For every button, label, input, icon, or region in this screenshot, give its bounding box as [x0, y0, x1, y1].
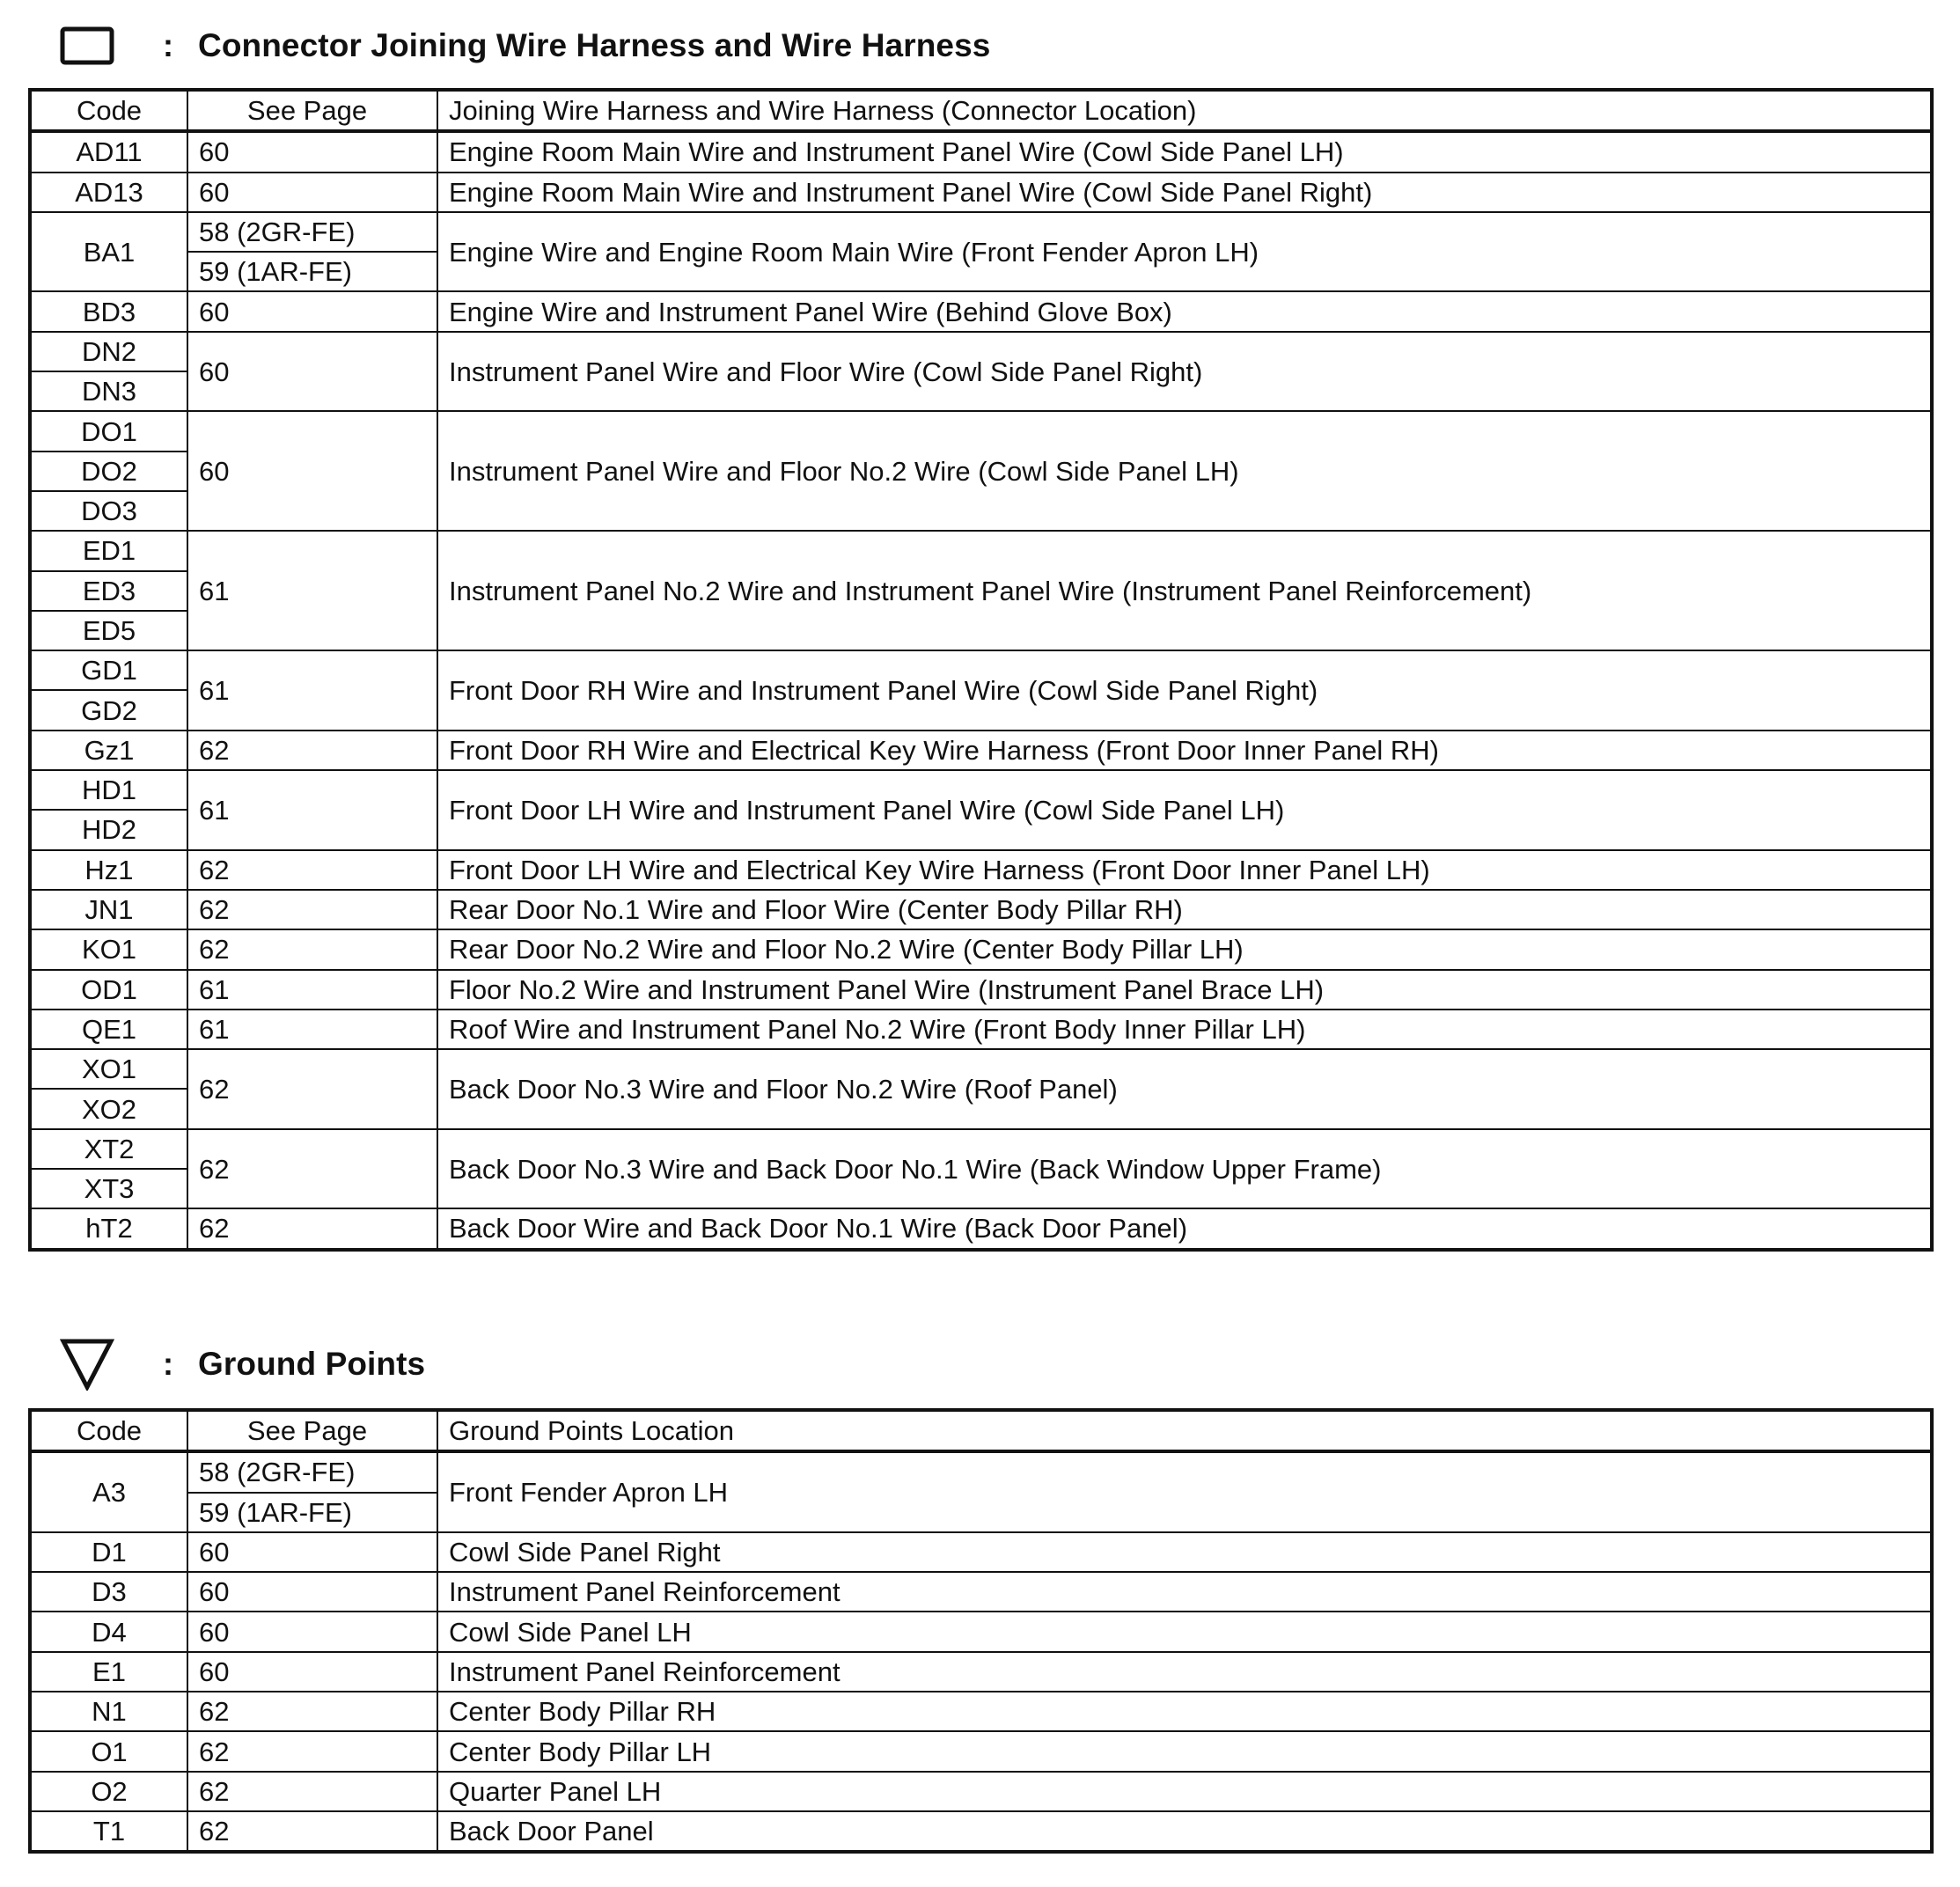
- col-header-see-page: See Page: [187, 1410, 437, 1451]
- table-row: [30, 650, 1932, 690]
- code-cell: KO1: [30, 929, 187, 969]
- code-cell: AD13: [30, 173, 187, 212]
- table-row: [30, 1652, 1932, 1692]
- see-page-cell: 60: [187, 332, 437, 412]
- location-description-cell: Front Door LH Wire and Electrical Key Wire Harness (Front Door Inner Panel LH): [437, 850, 1932, 890]
- see-page-cell: 62: [187, 1208, 437, 1249]
- see-page-cell: 59 (1AR-FE): [187, 252, 437, 291]
- see-page-cell: 62: [187, 1772, 437, 1811]
- see-page-cell: 61: [187, 531, 437, 650]
- location-description-cell: Floor No.2 Wire and Instrument Panel Wire (Instrument Panel Brace LH): [437, 970, 1932, 1010]
- connector-section-heading: [60, 19, 990, 72]
- see-page-cell: 60: [187, 1572, 437, 1612]
- code-cell: O1: [30, 1731, 187, 1771]
- code-cell: DN3: [30, 371, 187, 411]
- col-header-code: Code: [30, 1410, 187, 1451]
- table-row: [30, 970, 1932, 1010]
- location-description-cell: Back Door No.3 Wire and Floor No.2 Wire (Roof Panel): [437, 1049, 1932, 1129]
- code-cell: OD1: [30, 970, 187, 1010]
- ground-table-header-row: [30, 1410, 1932, 1451]
- table-row: [30, 1208, 1932, 1249]
- table-row: [30, 850, 1932, 890]
- code-cell: DN2: [30, 332, 187, 371]
- connector-heading-colon: :: [163, 27, 173, 63]
- code-cell: JN1: [30, 890, 187, 929]
- table-row: [30, 1772, 1932, 1811]
- code-cell: XO2: [30, 1089, 187, 1128]
- code-cell: A3: [30, 1451, 187, 1532]
- table-row: [30, 731, 1932, 770]
- see-page-cell: 62: [187, 929, 437, 969]
- see-page-cell: 59 (1AR-FE): [187, 1493, 437, 1532]
- table-row: [30, 1532, 1932, 1572]
- see-page-cell: 61: [187, 970, 437, 1010]
- location-description-cell: Back Door Panel: [437, 1811, 1932, 1852]
- location-description-cell: Instrument Panel Reinforcement: [437, 1572, 1932, 1612]
- table-row: [30, 1731, 1932, 1771]
- table-row: [30, 212, 1932, 252]
- code-cell: N1: [30, 1692, 187, 1731]
- connector-table: [28, 88, 1934, 1252]
- code-cell: O2: [30, 1772, 187, 1811]
- col-header-see-page: See Page: [187, 90, 437, 131]
- location-description-cell: Front Door RH Wire and Electrical Key Wire Harness (Front Door Inner Panel RH): [437, 731, 1932, 770]
- location-description-cell: Back Door No.3 Wire and Back Door No.1 Wire (Back Window Upper Frame): [437, 1129, 1932, 1209]
- code-cell: DO1: [30, 411, 187, 451]
- code-cell: GD1: [30, 650, 187, 690]
- location-description-cell: Front Fender Apron LH: [437, 1451, 1932, 1532]
- code-cell: HD1: [30, 770, 187, 810]
- see-page-cell: 62: [187, 1692, 437, 1731]
- see-page-cell: 60: [187, 1652, 437, 1692]
- code-cell: XT2: [30, 1129, 187, 1169]
- table-row: [30, 890, 1932, 929]
- code-cell: D4: [30, 1612, 187, 1651]
- code-cell: Gz1: [30, 731, 187, 770]
- see-page-cell: 60: [187, 173, 437, 212]
- see-page-cell: 62: [187, 1731, 437, 1771]
- connector-rectangle-icon: [60, 25, 114, 67]
- see-page-cell: 62: [187, 1049, 437, 1129]
- code-cell: HD2: [30, 810, 187, 849]
- table-row: [30, 173, 1932, 212]
- table-row: [30, 1451, 1932, 1492]
- col-header-ground-location: Ground Points Location: [437, 1410, 1932, 1451]
- ground-heading-colon: :: [163, 1346, 173, 1382]
- code-cell: ED5: [30, 611, 187, 650]
- see-page-cell: 61: [187, 770, 437, 850]
- code-cell: ED1: [30, 531, 187, 570]
- code-cell: Hz1: [30, 850, 187, 890]
- table-row: [30, 131, 1932, 172]
- see-page-cell: 62: [187, 890, 437, 929]
- code-cell: D1: [30, 1532, 187, 1572]
- table-row: [30, 332, 1932, 371]
- table-row: [30, 1010, 1932, 1049]
- see-page-cell: 61: [187, 1010, 437, 1049]
- table-row: [30, 531, 1932, 570]
- location-description-cell: Quarter Panel LH: [437, 1772, 1932, 1811]
- table-row: [30, 770, 1932, 810]
- location-description-cell: Instrument Panel Reinforcement: [437, 1652, 1932, 1692]
- location-description-cell: Cowl Side Panel LH: [437, 1612, 1932, 1651]
- location-description-cell: Roof Wire and Instrument Panel No.2 Wire (Front Body Inner Pillar LH): [437, 1010, 1932, 1049]
- code-cell: XT3: [30, 1169, 187, 1208]
- ground-table-body: [30, 1410, 1932, 1852]
- table-row: [30, 1049, 1932, 1089]
- location-description-cell: Engine Wire and Engine Room Main Wire (Front Fender Apron LH): [437, 212, 1932, 292]
- col-header-code: Code: [30, 90, 187, 131]
- see-page-cell: 60: [187, 131, 437, 172]
- see-page-cell: 60: [187, 1612, 437, 1651]
- location-description-cell: Back Door Wire and Back Door No.1 Wire (Back Door Panel): [437, 1208, 1932, 1249]
- table-row: [30, 291, 1932, 331]
- connector-section-title: Connector Joining Wire Harness and Wire Harness: [198, 27, 991, 63]
- location-description-cell: Front Door LH Wire and Instrument Panel Wire (Cowl Side Panel LH): [437, 770, 1932, 850]
- location-description-cell: Center Body Pillar LH: [437, 1731, 1932, 1771]
- see-page-cell: 62: [187, 1129, 437, 1209]
- location-description-cell: Front Door RH Wire and Instrument Panel Wire (Cowl Side Panel Right): [437, 650, 1932, 731]
- location-description-cell: Engine Room Main Wire and Instrument Panel Wire (Cowl Side Panel LH): [437, 131, 1932, 172]
- code-cell: D3: [30, 1572, 187, 1612]
- code-cell: E1: [30, 1652, 187, 1692]
- table-row: [30, 1811, 1932, 1852]
- ground-triangle-icon: [60, 1343, 114, 1385]
- see-page-cell: 62: [187, 731, 437, 770]
- col-header-connector-location: Joining Wire Harness and Wire Harness (Connector Location): [437, 90, 1932, 131]
- see-page-cell: 60: [187, 291, 437, 331]
- connector-table-header-row: [30, 90, 1932, 131]
- ground-section-title: Ground Points: [198, 1346, 426, 1382]
- table-row: [30, 411, 1932, 451]
- location-description-cell: Instrument Panel No.2 Wire and Instrument Panel Wire (Instrument Panel Reinforcement): [437, 531, 1932, 650]
- ground-section-heading: [60, 1338, 425, 1391]
- location-description-cell: Engine Room Main Wire and Instrument Panel Wire (Cowl Side Panel Right): [437, 173, 1932, 212]
- see-page-cell: 62: [187, 1811, 437, 1852]
- table-row: [30, 1572, 1932, 1612]
- code-cell: DO2: [30, 452, 187, 491]
- table-row: [30, 1612, 1932, 1651]
- table-row: [30, 1692, 1932, 1731]
- code-cell: ED3: [30, 571, 187, 611]
- location-description-cell: Rear Door No.2 Wire and Floor No.2 Wire (Center Body Pillar LH): [437, 929, 1932, 969]
- see-page-cell: 58 (2GR-FE): [187, 1451, 437, 1492]
- see-page-cell: 61: [187, 650, 437, 731]
- connector-table-body: [30, 90, 1932, 1250]
- location-description-cell: Cowl Side Panel Right: [437, 1532, 1932, 1572]
- code-cell: QE1: [30, 1010, 187, 1049]
- code-cell: AD11: [30, 131, 187, 172]
- code-cell: hT2: [30, 1208, 187, 1249]
- code-cell: BA1: [30, 212, 187, 292]
- location-description-cell: Instrument Panel Wire and Floor Wire (Cowl Side Panel Right): [437, 332, 1932, 412]
- code-cell: T1: [30, 1811, 187, 1852]
- location-description-cell: Engine Wire and Instrument Panel Wire (Behind Glove Box): [437, 291, 1932, 331]
- see-page-cell: 62: [187, 850, 437, 890]
- code-cell: GD2: [30, 690, 187, 730]
- see-page-cell: 60: [187, 411, 437, 531]
- code-cell: DO3: [30, 491, 187, 531]
- table-row: [30, 1129, 1932, 1169]
- table-row: [30, 929, 1932, 969]
- see-page-cell: 60: [187, 1532, 437, 1572]
- location-description-cell: Center Body Pillar RH: [437, 1692, 1932, 1731]
- see-page-cell: 58 (2GR-FE): [187, 212, 437, 252]
- location-description-cell: Rear Door No.1 Wire and Floor Wire (Center Body Pillar RH): [437, 890, 1932, 929]
- location-description-cell: Instrument Panel Wire and Floor No.2 Wire (Cowl Side Panel LH): [437, 411, 1932, 531]
- code-cell: BD3: [30, 291, 187, 331]
- ground-table: [28, 1408, 1934, 1854]
- code-cell: XO1: [30, 1049, 187, 1089]
